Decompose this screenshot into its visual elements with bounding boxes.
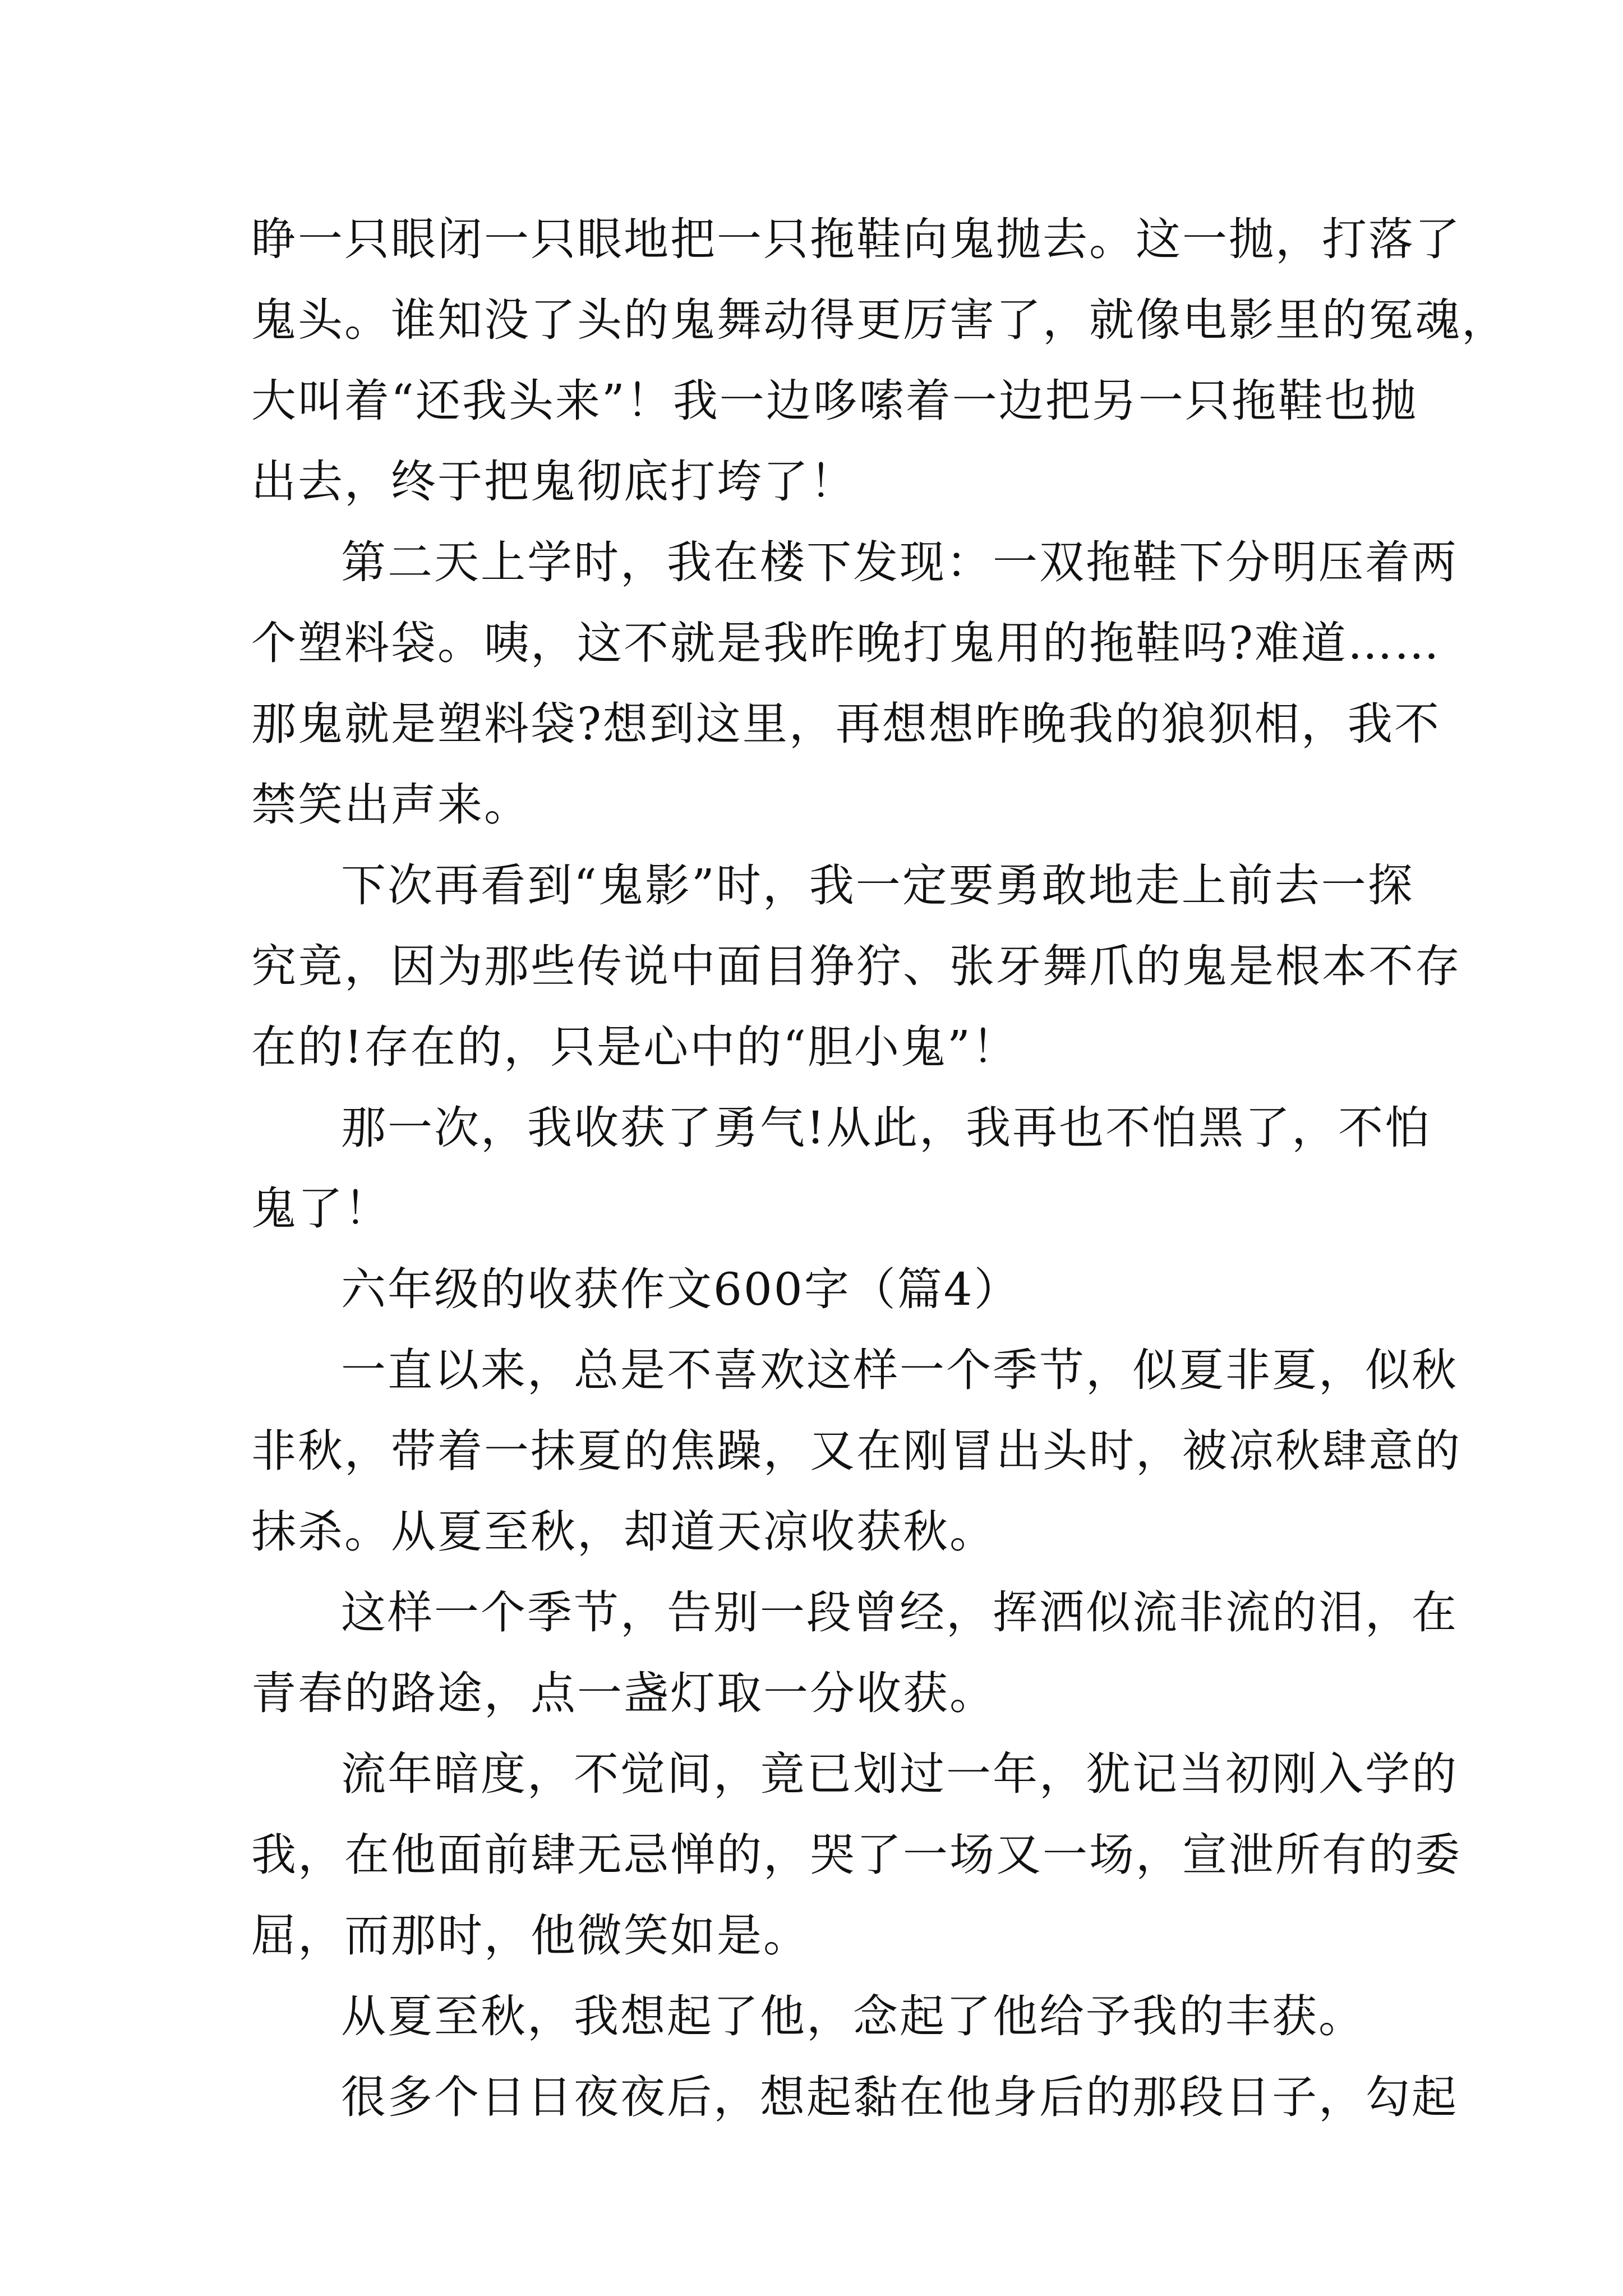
paragraph	[251, 2057, 1458, 2138]
text-line: 那鬼就是塑料袋?想到这里，再想想昨晚我的狼狈相，我不	[251, 698, 1441, 750]
text-line: 个塑料袋。咦，这不就是我昨晚打鬼用的拖鞋吗?难道……	[251, 617, 1441, 669]
paragraph	[251, 1088, 1432, 1249]
section-heading	[251, 1249, 1373, 1330]
text-line: 流年暗度，不觉间，竟已划过一年，犹记当初刚入学的	[341, 1748, 1458, 1800]
text-line: 出去，终于把鬼彻底打垮了！	[251, 455, 856, 508]
text-line: 禁笑出声来。	[251, 779, 531, 831]
text-line: 这样一个季节，告别一段曾经，挥洒似流非流的泪，在	[341, 1586, 1458, 1639]
paragraph	[251, 199, 1508, 522]
text-line: 第二天上学时，我在楼下发现：一双拖鞋下分明压着两	[341, 536, 1458, 588]
text-line: 屈，而那时，他微笑如是。	[251, 1910, 810, 1962]
text-line: 在的!存在的，只是心中的“胆小鬼”！	[251, 1021, 1018, 1073]
paragraph	[251, 845, 1461, 1088]
paragraph	[251, 1734, 1461, 1976]
heading-line: 六年级的收获作文600字（篇4）	[341, 1263, 1021, 1315]
text-line: 一直以来，总是不喜欢这样一个季节，似夏非夏，似秋	[341, 1344, 1458, 1396]
paragraph	[251, 522, 1458, 845]
text-line: 非秋，带着一抹夏的焦躁，又在刚冒出头时，被凉秋肆意的	[251, 1425, 1461, 1477]
text-line: 抹杀。从夏至秋，却道天凉收获秋。	[251, 1506, 996, 1558]
text-line: 鬼了！	[251, 1182, 391, 1235]
text-line: 究竟，因为那些传说中面目狰狞、张牙舞爪的鬼是根本不存	[251, 940, 1461, 992]
text-line: 睁一只眼闭一只眼地把一只拖鞋向鬼抛去。这一抛，打落了	[251, 213, 1461, 265]
document-body	[251, 199, 1508, 2138]
paragraph	[251, 1976, 1373, 2057]
text-line: 鬼头。谁知没了头的鬼舞动得更厉害了，就像电影里的冤魂，	[251, 294, 1508, 346]
text-line: 大叫着“还我头来”！我一边哆嗦着一边把另一只拖鞋也抛	[251, 375, 1418, 427]
text-line: 那一次，我收获了勇气!从此，我再也不怕黑了，不怕	[341, 1102, 1432, 1154]
text-line: 青春的路途，点一盏灯取一分收获。	[251, 1667, 996, 1719]
text-line: 我，在他面前肆无忌惮的，哭了一场又一场，宣泄所有的委	[251, 1829, 1461, 1881]
text-line: 很多个日日夜夜后，想起黏在他身后的那段日子，勾起	[341, 2071, 1458, 2123]
text-line: 从夏至秋，我想起了他，念起了他给予我的丰获。	[341, 1990, 1365, 2042]
text-line: 下次再看到“鬼影”时，我一定要勇敢地走上前去一探	[341, 859, 1414, 912]
paragraph	[251, 1330, 1461, 1572]
paragraph	[251, 1572, 1458, 1734]
